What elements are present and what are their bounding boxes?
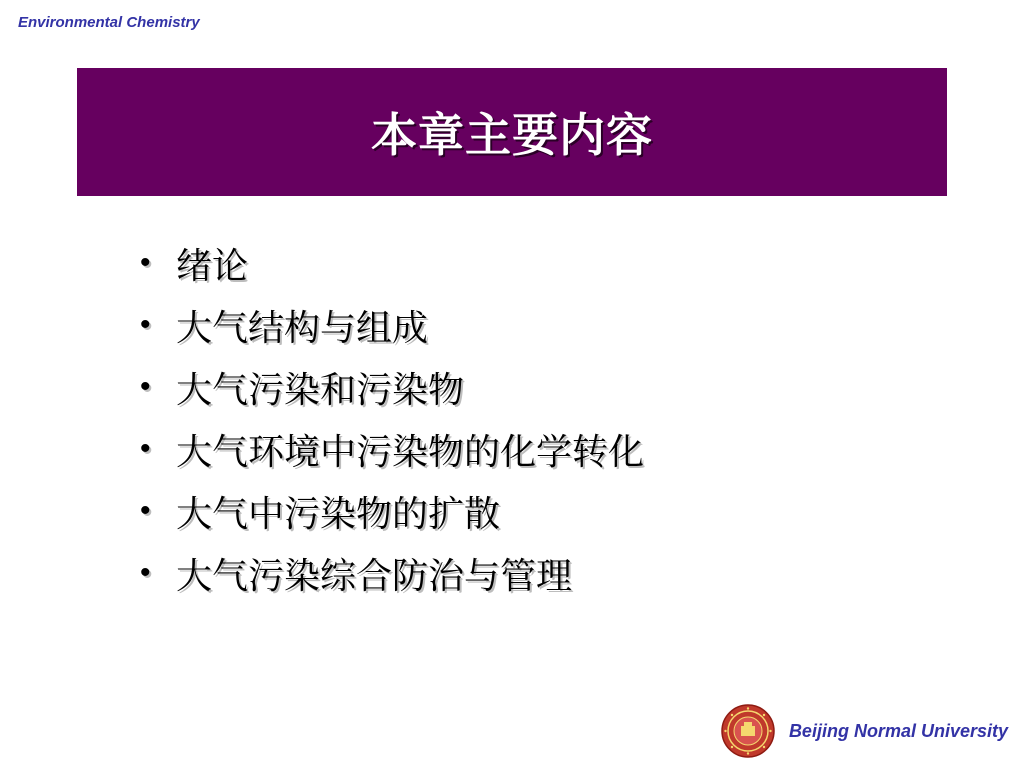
bullet-text: 大气环境中污染物的化学转化 bbox=[176, 431, 645, 473]
bullet-item bbox=[140, 356, 644, 418]
bullet-marker: • bbox=[140, 556, 151, 589]
bullet-marker: • bbox=[140, 246, 151, 279]
bullet-item bbox=[140, 294, 644, 356]
university-seal-icon bbox=[721, 704, 775, 758]
title-bar bbox=[77, 68, 947, 196]
bullet-text: 绪论 bbox=[176, 245, 249, 287]
bullet-item bbox=[140, 542, 644, 604]
bullet-marker: • bbox=[140, 494, 151, 527]
bullet-marker: • bbox=[140, 370, 151, 403]
bullet-item bbox=[140, 418, 644, 480]
bullet-text: 大气结构与组成 bbox=[176, 307, 429, 349]
bullet-item bbox=[140, 232, 644, 294]
bullet-text: 大气污染和污染物 bbox=[176, 369, 465, 411]
bullet-item bbox=[140, 480, 644, 542]
bullet-text: 大气中污染物的扩散 bbox=[176, 493, 501, 535]
slide-title: 本章主要内容 bbox=[371, 108, 653, 162]
bullet-marker: • bbox=[140, 432, 151, 465]
course-name-header: Environmental Chemistry bbox=[18, 14, 200, 31]
bullet-text: 大气污染综合防治与管理 bbox=[176, 555, 573, 597]
university-name: Beijing Normal University bbox=[788, 720, 1008, 741]
content-bullet-list bbox=[140, 232, 644, 604]
bullet-marker: • bbox=[140, 308, 151, 341]
footer bbox=[721, 704, 1008, 758]
